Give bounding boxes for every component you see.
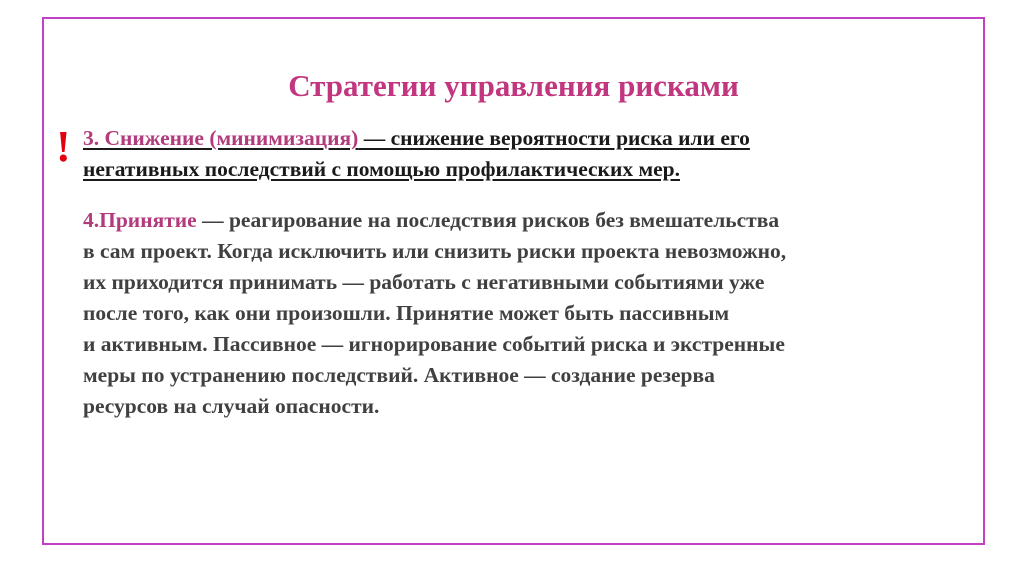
strategy-3-line-1 <box>83 123 943 154</box>
strategy-4-line: их приходится принимать — работать с негативными событиями уже <box>83 270 765 294</box>
strategy-4-line: и активным. Пассивное — игнорирование событий риска и экстренные <box>83 332 785 356</box>
slide-frame <box>42 17 985 545</box>
strategy-3-paragraph <box>83 123 943 185</box>
slide-title: Стратегии управления рисками <box>288 68 739 103</box>
strategy-4-line: меры по устранению последствий. Активное — создание резерва <box>83 363 715 387</box>
strategy-3-label: 3. Снижение (минимизация) <box>83 126 359 150</box>
strategy-3-definition: — снижение вероятности риска или его <box>358 126 750 150</box>
strategy-4-line: ресурсов на случай опасности. <box>83 394 380 418</box>
strategy-3-line-2: негативных последствий с помощью профилактических мер. <box>83 157 680 181</box>
strategy-4-line: после того, как они произошли. Принятие может быть пассивным <box>83 301 730 325</box>
strategy-4-paragraph <box>83 205 943 422</box>
strategy-4-label: 4.Принятие <box>83 208 197 232</box>
exclamation-icon: ! <box>56 122 71 171</box>
strategy-4-line-1 <box>83 205 943 236</box>
strategy-4-definition: — реагирование на последствия рисков без вмешательства <box>196 208 780 232</box>
strategy-4-line: в сам проект. Когда исключить или снизить риски проекта невозможно, <box>83 239 787 263</box>
